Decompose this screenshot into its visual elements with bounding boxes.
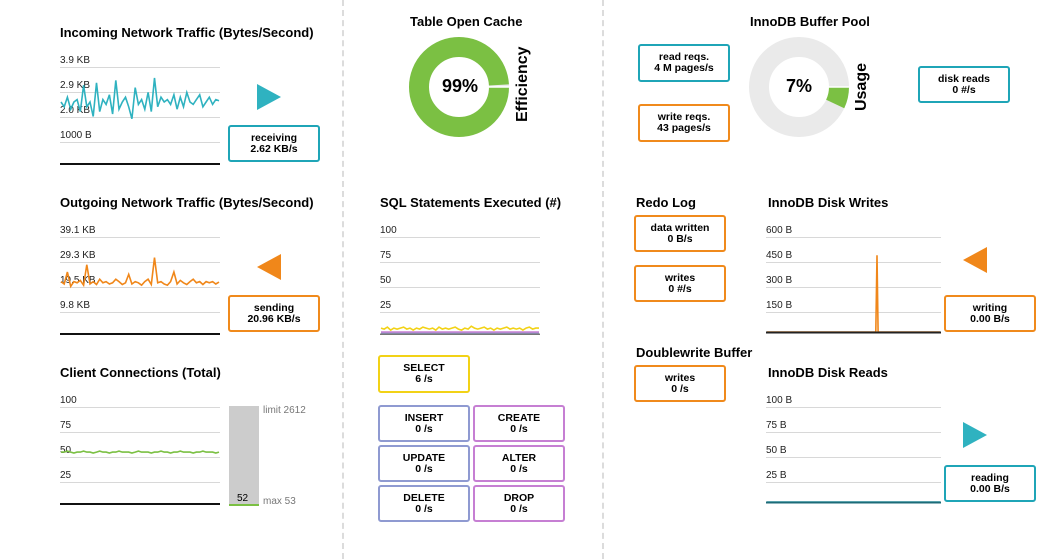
- y-tick: 75 B: [766, 420, 787, 431]
- play-left-icon: [963, 247, 987, 273]
- alter-box: [473, 445, 565, 482]
- insert-box: [378, 405, 470, 442]
- delete-value: 0 /s: [415, 502, 433, 515]
- y-tick: 75: [60, 420, 72, 431]
- update-box: [378, 445, 470, 482]
- insert-value: 0 /s: [415, 422, 433, 435]
- y-tick: 2.9 KB: [60, 80, 91, 91]
- y-tick: 100: [60, 395, 77, 406]
- connections-limit-bar: [229, 406, 259, 506]
- buffer-pool-percent: 7%: [785, 76, 812, 96]
- y-tick: 1000 B: [60, 130, 92, 141]
- reading-value: 0.00 B/s: [970, 482, 1010, 495]
- sending-box: [228, 295, 320, 332]
- y-tick: 600 B: [766, 225, 793, 236]
- redo-log-title: Redo Log: [636, 195, 696, 210]
- disk-reads-chart: [766, 395, 941, 510]
- disk-reads-label: disk reads: [938, 72, 990, 85]
- drop-label: DROP: [503, 491, 535, 504]
- y-tick: 19.5 KB: [60, 275, 96, 286]
- outgoing-traffic-chart: [60, 225, 220, 340]
- disk-reads-value: 0 #/s: [952, 83, 976, 96]
- receiving-value: 2.62 KB/s: [250, 142, 298, 155]
- client-connections-title: Client Connections (Total): [60, 365, 221, 380]
- doublewrite-buffer-title: Doublewrite Buffer: [636, 345, 753, 360]
- writing-label: writing: [972, 301, 1008, 314]
- y-tick: 3.9 KB: [60, 55, 91, 66]
- delete-box: [378, 485, 470, 522]
- client-connections-chart: [60, 395, 220, 510]
- connections-usage-fill: [229, 504, 259, 506]
- y-tick: 2.0 KB: [60, 105, 91, 116]
- read-requests-value: 4 M pages/s: [654, 62, 714, 74]
- doublewrite-writes-label: writes: [664, 371, 696, 384]
- alter-label: ALTER: [501, 451, 537, 464]
- redo-writes-label: writes: [664, 271, 696, 284]
- create-value: 0 /s: [510, 422, 528, 435]
- incoming-traffic-chart: [60, 55, 220, 170]
- redo-data-written-box: [634, 215, 726, 252]
- write-requests-value: 43 pages/s: [657, 122, 711, 134]
- outgoing-line-svg: [60, 225, 220, 333]
- play-right-icon: [963, 422, 987, 448]
- y-tick: 50: [380, 275, 392, 286]
- play-right-icon: [257, 84, 281, 110]
- y-tick: 50: [60, 445, 72, 456]
- y-tick: 75: [380, 250, 392, 261]
- series-line: [61, 451, 219, 453]
- create-label: CREATE: [497, 411, 541, 424]
- y-tick: 150 B: [766, 300, 793, 311]
- update-value: 0 /s: [415, 462, 433, 475]
- redo-writes-value: 0 #/s: [668, 282, 692, 295]
- outgoing-traffic-title: Outgoing Network Traffic (Bytes/Second): [60, 195, 314, 210]
- redo-writes-box: [634, 265, 726, 302]
- delete-label: DELETE: [403, 491, 445, 504]
- drop-value: 0 /s: [510, 502, 528, 515]
- data-written-value: 0 B/s: [667, 232, 693, 245]
- select-label: SELECT: [403, 362, 445, 374]
- reading-label: reading: [971, 471, 1009, 484]
- sending-value: 20.96 KB/s: [247, 312, 301, 325]
- sql-line-svg: [380, 225, 540, 335]
- create-box: [473, 405, 565, 442]
- series-line: [381, 326, 539, 330]
- doublewrite-writes-value: 0 /s: [671, 382, 689, 395]
- insert-label: INSERT: [404, 411, 444, 424]
- y-tick: 25 B: [766, 470, 787, 481]
- y-tick: 25: [380, 300, 392, 311]
- sending-label: sending: [253, 301, 295, 314]
- buffer-pool-title: InnoDB Buffer Pool: [750, 14, 870, 29]
- y-tick: 100: [380, 225, 397, 236]
- writing-value: 0.00 B/s: [970, 312, 1010, 325]
- disk-reads-box: [918, 66, 1010, 103]
- disk-writes-chart: [766, 225, 941, 340]
- sql-statements-chart: [380, 225, 540, 340]
- disk-writes-line-svg: [766, 225, 941, 335]
- y-tick: 300 B: [766, 275, 793, 286]
- writing-box: [944, 295, 1036, 332]
- select-box: [378, 355, 470, 393]
- disk-reads-title: InnoDB Disk Reads: [768, 365, 888, 380]
- connections-current-value: 52: [237, 493, 249, 504]
- select-value: 6 /s: [415, 373, 433, 385]
- column-separator: [602, 0, 604, 559]
- incoming-traffic-title: Incoming Network Traffic (Bytes/Second): [60, 25, 314, 40]
- table-cache-percent: 99%: [441, 76, 479, 96]
- usage-axis-label: Usage: [853, 62, 870, 112]
- table-open-cache-title: Table Open Cache: [410, 14, 523, 29]
- receiving-label: receiving: [250, 131, 298, 144]
- write-requests-box: [638, 104, 730, 142]
- receiving-box: [228, 125, 320, 162]
- series-line: [61, 78, 219, 119]
- read-requests-box: [638, 44, 730, 82]
- reading-box: [944, 465, 1036, 502]
- y-tick: 39.1 KB: [60, 225, 96, 236]
- read-requests-label: read reqs.: [658, 51, 710, 63]
- write-requests-label: write reqs.: [657, 111, 711, 123]
- y-tick: 9.8 KB: [60, 300, 91, 311]
- data-written-label: data written: [650, 221, 710, 234]
- y-tick: 100 B: [766, 395, 793, 406]
- disk-writes-title: InnoDB Disk Writes: [768, 195, 889, 210]
- y-tick: 25: [60, 470, 72, 481]
- efficiency-axis-label: Efficiency: [514, 46, 531, 122]
- doublewrite-writes-box: [634, 365, 726, 402]
- y-tick: 50 B: [766, 445, 787, 456]
- update-label: UPDATE: [402, 451, 446, 464]
- alter-value: 0 /s: [510, 462, 528, 475]
- connections-limit-label: limit 2612: [263, 405, 306, 416]
- incoming-line-svg: [60, 55, 220, 163]
- drop-box: [473, 485, 565, 522]
- play-left-icon: [257, 254, 281, 280]
- series-line: [767, 255, 940, 332]
- disk-reads-line-svg: [766, 395, 941, 507]
- series-line: [61, 258, 219, 287]
- connections-line-svg: [60, 395, 220, 503]
- y-tick: 29.3 KB: [60, 250, 96, 261]
- y-tick: 450 B: [766, 250, 793, 261]
- sql-statements-title: SQL Statements Executed (#): [380, 195, 562, 210]
- connections-max-label: max 53: [263, 496, 296, 507]
- column-separator: [342, 0, 344, 559]
